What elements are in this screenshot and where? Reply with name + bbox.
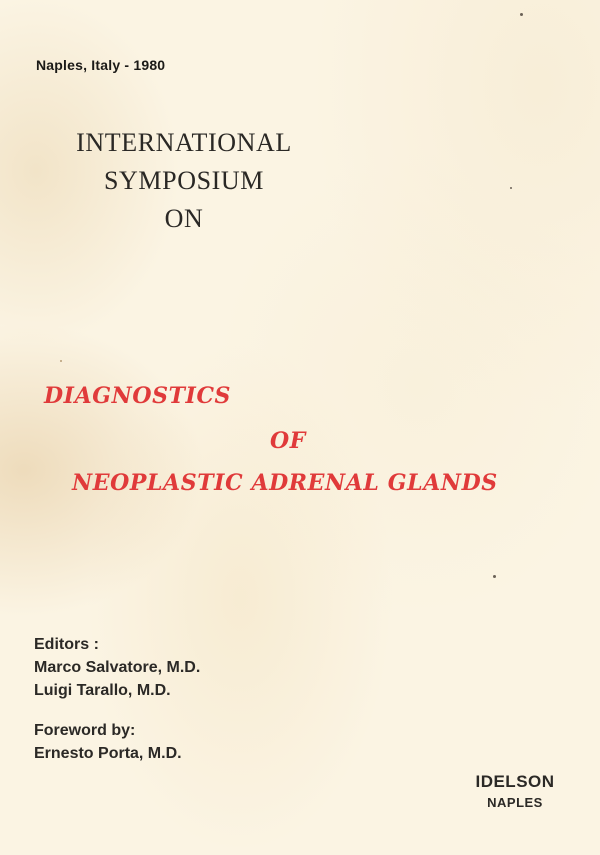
editor-name: Marco Salvatore, M.D.: [34, 659, 201, 676]
foreword-block: [34, 719, 182, 765]
publisher-city: NAPLES: [487, 795, 543, 810]
subject-title-line-1: DIAGNOSTICS: [44, 383, 232, 409]
foreword-label: Foreword by:: [34, 722, 136, 739]
place-date-line: Naples, Italy - 1980: [36, 57, 166, 73]
subject-title-line-3: NEOPLASTIC ADRENAL GLANDS: [72, 470, 498, 496]
editors-label: Editors :: [34, 636, 99, 653]
paper-speck: [510, 187, 512, 189]
paper-speck: [60, 360, 62, 362]
publisher-name: IDELSON: [475, 772, 555, 791]
subject-title-line-2: OF: [270, 428, 306, 454]
paper-speck: [493, 575, 496, 578]
symposium-title-line-1: INTERNATIONAL: [76, 128, 292, 157]
editor-name: Luigi Tarallo, M.D.: [34, 682, 171, 699]
symposium-title-line-2: SYMPOSIUM: [103, 166, 264, 195]
symposium-title-line-3: ON: [164, 204, 204, 233]
publisher-block: [467, 771, 563, 813]
symposium-title: [36, 124, 332, 238]
paper-speck: [520, 13, 523, 16]
editors-block: [34, 633, 200, 702]
foreword-author: Ernesto Porta, M.D.: [34, 745, 182, 762]
